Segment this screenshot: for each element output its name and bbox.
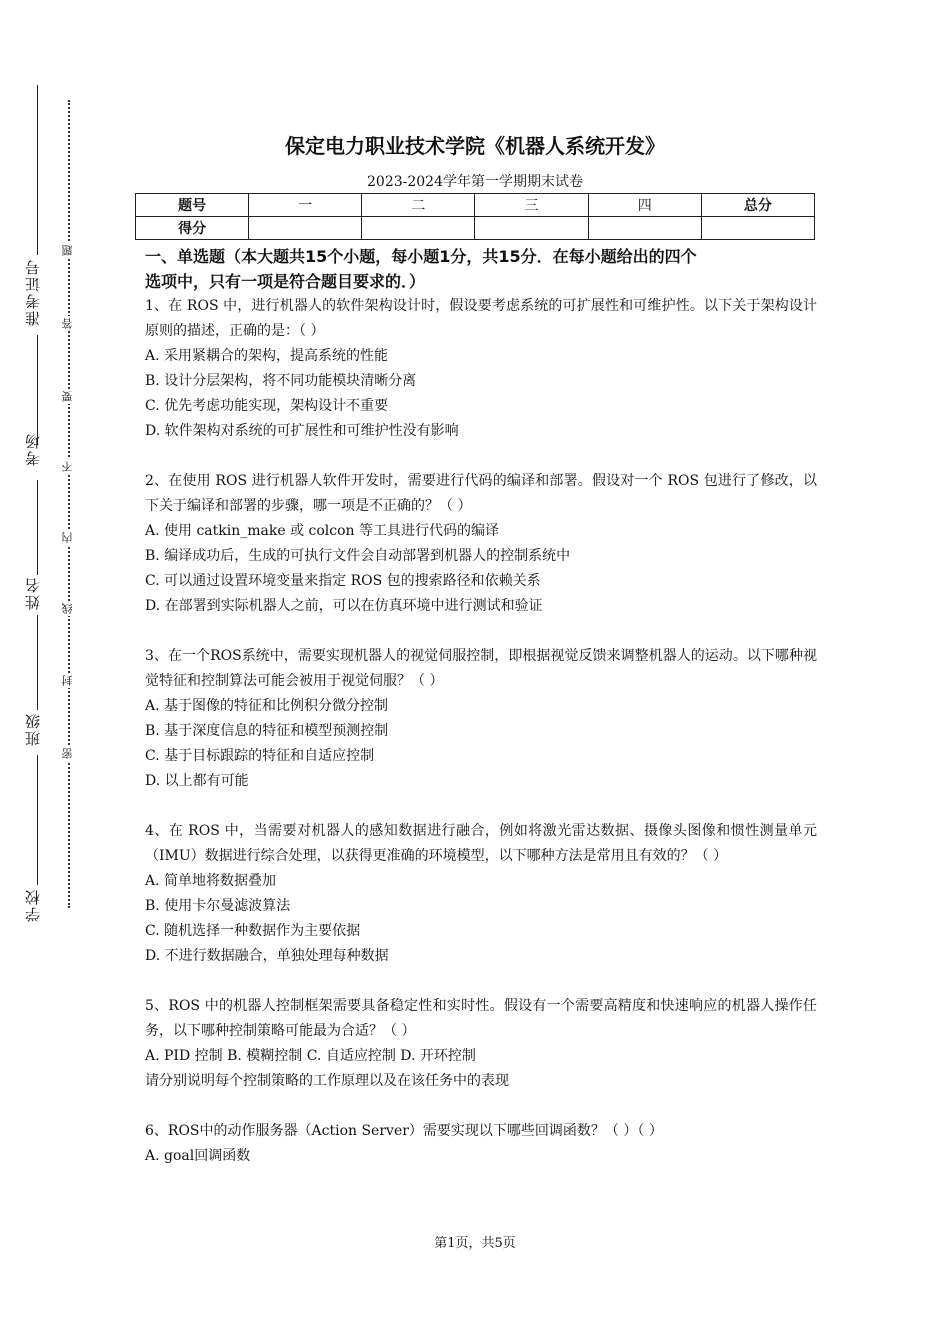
question-option: A. 简单地将数据叠加 xyxy=(145,873,277,889)
score-header-cell: 题号 xyxy=(136,194,249,217)
question-stem: 5、ROS 中的机器人控制框架需要具备稳定性和实时性。假设有一个需要高精度和快速响应的机器人操作任务，以下哪种控制策略可能最为合适？（ ） xyxy=(145,998,817,1039)
field-line xyxy=(37,755,38,885)
score-table-score-row xyxy=(136,217,815,240)
section-heading: 选项中，只有一项是符合题目要求的．） xyxy=(145,272,426,291)
score-header-cell: 三 xyxy=(475,194,588,217)
question-stem: 1、在 ROS 中，进行机器人的软件架构设计时，假设要考虑系统的可扩展性和可维护性。以下关于架构设计原则的描述，正确的是：（ ） xyxy=(145,298,817,339)
seal-char: 线 xyxy=(61,603,74,614)
seal-char: 题 xyxy=(61,245,74,256)
binding-margin xyxy=(0,0,110,1344)
question-option: D. 在部署到实际机器人之前，可以在仿真环境中进行测试和验证 xyxy=(145,598,543,614)
question-option: C. 优先考虑功能实现，架构设计不重要 xyxy=(145,398,389,414)
question-option: C. 随机选择一种数据作为主要依据 xyxy=(145,923,361,939)
question-stem: 3、在一个ROS系统中，需要实现机器人的视觉伺服控制，即根据视觉反馈来调整机器人的运动。以下哪种视觉特征和控制算法可能会被用于视觉伺服？（ ） xyxy=(145,648,817,689)
question-option: B. 基于深度信息的特征和模型预测控制 xyxy=(145,723,389,739)
field-line xyxy=(37,615,38,710)
field-label-exam-room: 考场 xyxy=(24,432,42,466)
exam-title: 保定电力职业技术学院《机器人系统开发》 xyxy=(285,134,665,158)
question-stem: 6、ROS中的动作服务器（Action Server）需要实现以下哪些回调函数？（ ）（ ） xyxy=(145,1123,663,1139)
seal-char: 要 xyxy=(61,391,74,402)
question-option: A. 采用紧耦合的架构，提高系统的性能 xyxy=(145,348,389,364)
seal-char: 不 xyxy=(61,461,74,472)
question-option: B. 编译成功后，生成的可执行文件会自动部署到机器人的控制系统中 xyxy=(145,548,571,564)
score-table xyxy=(135,193,815,240)
score-cell xyxy=(588,217,701,240)
question-option: A. 基于图像的特征和比例积分微分控制 xyxy=(145,698,389,714)
field-line xyxy=(37,335,38,445)
seal-char: 内 xyxy=(61,532,74,543)
score-header-cell: 二 xyxy=(362,194,475,217)
score-cell xyxy=(475,217,588,240)
score-cell xyxy=(701,217,814,240)
seal-char: 密 xyxy=(61,748,74,759)
question-option: C. 可以通过设置环境变量来指定 ROS 包的搜索路径和依赖关系 xyxy=(145,573,541,589)
score-row-label: 得分 xyxy=(136,217,249,240)
question-stem: 2、在使用 ROS 进行机器人软件开发时，需要进行代码的编译和部署。假设对一个 ROS 包进行了修改，以下关于编译和部署的步骤，哪一项是不正确的？（ ） xyxy=(145,473,817,514)
question-note: 请分别说明每个控制策略的工作原理以及在该任务中的表现 xyxy=(145,1073,509,1089)
question-stem: 4、在 ROS 中，当需要对机器人的感知数据进行融合，例如将激光雷达数据、摄像头图像和惯性测量单元（IMU）数据进行综合处理，以获得更准确的环境模型，以下哪种方法是常用且有效的？（ ） xyxy=(145,823,817,864)
score-table-header-row xyxy=(136,194,815,217)
field-label-class: 班级 xyxy=(24,712,42,746)
question-option: B. 使用卡尔曼滤波算法 xyxy=(145,898,291,914)
score-header-cell: 总分 xyxy=(701,194,814,217)
question-option: D. 以上都有可能 xyxy=(145,773,249,789)
question-option: A. goal回调函数 xyxy=(145,1148,251,1164)
page-footer: 第1页，共5页 xyxy=(434,1236,516,1251)
score-cell xyxy=(249,217,362,240)
question-option: D. 软件架构对系统的可扩展性和可维护性没有影响 xyxy=(145,423,459,439)
field-label-school: 学校 xyxy=(24,888,42,922)
question-option: B. 设计分层架构，将不同功能模块清晰分离 xyxy=(145,373,417,389)
score-header-cell: 四 xyxy=(588,194,701,217)
field-line xyxy=(37,85,38,255)
exam-content xyxy=(145,244,817,1169)
seal-char: 答 xyxy=(61,318,74,329)
question-option: D. 不进行数据融合，单独处理每种数据 xyxy=(145,948,389,964)
score-header-cell: 一 xyxy=(249,194,362,217)
score-cell xyxy=(362,217,475,240)
question-option: A. 使用 catkin_make 或 colcon 等工具进行代码的编译 xyxy=(145,523,500,539)
exam-subtitle: 2023-2024学年第一学期期末试卷 xyxy=(367,174,583,190)
field-label-exam-number: 准考证号 xyxy=(24,258,42,326)
question-option: C. 基于目标跟踪的特征和自适应控制 xyxy=(145,748,375,764)
field-line xyxy=(37,480,38,575)
section-heading: 一、单选题（本大题共15个小题，每小题1分，共15分．在每小题给出的四个 xyxy=(145,247,697,266)
seal-char: 封 xyxy=(61,675,74,686)
seal-dotted-line xyxy=(68,100,70,908)
field-label-name: 姓名 xyxy=(24,576,42,610)
question-option: A. PID 控制 B. 模糊控制 C. 自适应控制 D. 开环控制 xyxy=(145,1048,476,1064)
